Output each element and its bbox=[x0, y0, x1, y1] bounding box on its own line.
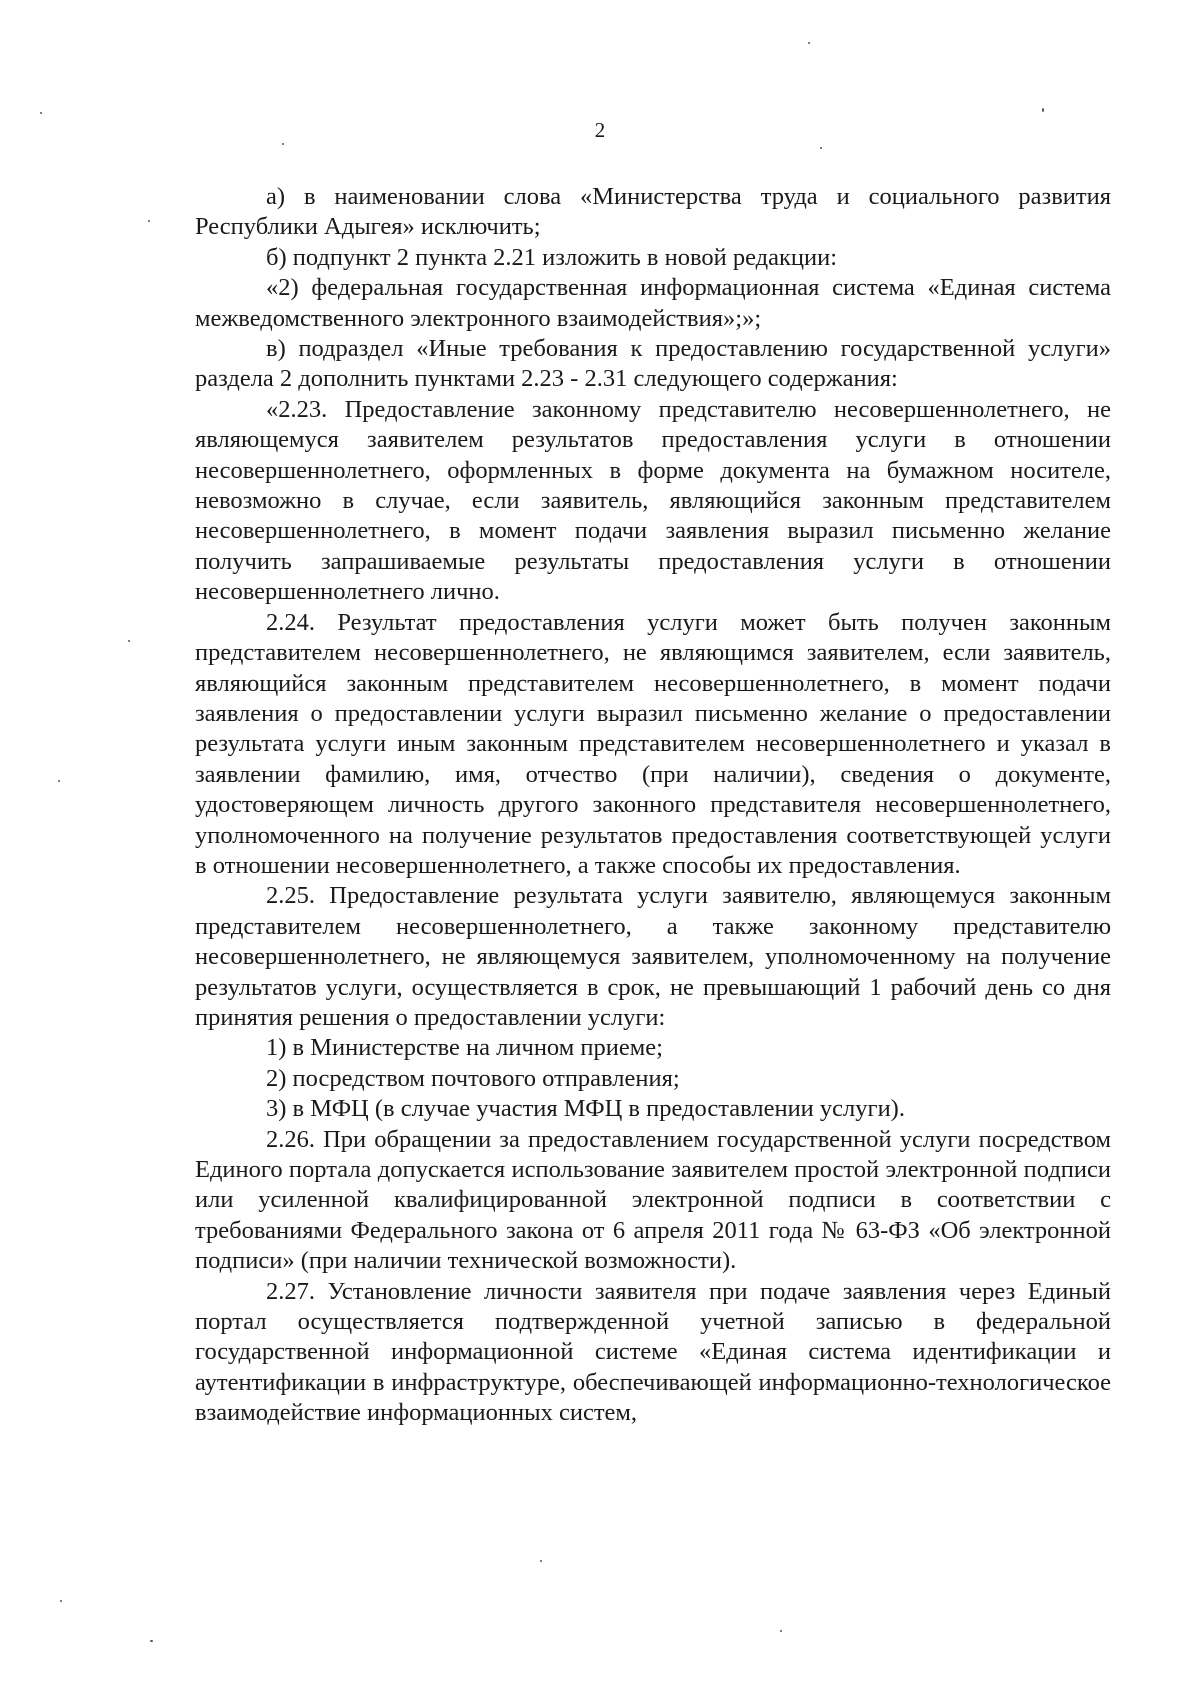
paragraph-v: в) подраздел «Иные требования к предоставлению государственной услуги» раздела 2 дополнить пунктами 2.23 - 2.31 следующего содержания: bbox=[195, 335, 1111, 393]
list-item-2: 2) посредством почтового отправления; bbox=[266, 1064, 680, 1092]
clause-2-24: 2.24. Результат предоставления услуги может быть получен законным представителем несовершеннолетнего, не являющимся заявителем, если заявитель, являющийся законным представителем несовершеннолетнего, в момент подачи заявления о предоставлении услуги выразил письменно желание о предоставлении результата услуги иным законным представителем несовершеннолетнего и указал в заявлении фамилию, имя, отчество (при наличии), сведения о документе, удостоверяющем личность другого законного представителя несовершеннолетнего, уполномоченного на получение результатов предоставления соответствующей услуги в отношении несовершеннолетнего, а также способы их предоставления. bbox=[195, 608, 1111, 879]
document-body bbox=[195, 182, 1111, 1429]
paragraph-b-quote: «2) федеральная государственная информационная система «Единая система межведомственного электронного взаимодействия»;»; bbox=[195, 274, 1111, 332]
clause-2-23: «2.23. Предоставление законному представителю несовершеннолетнего, не являющемуся заявителем результатов предоставления услуги в отношении несовершеннолетнего, оформленных в форме документа на бумажном носителе, невозможно в случае, если заявитель, являющийся законным представителем несовершеннолетнего, в момент подачи заявления выразил письменно желание получить запрашиваемые результаты предоставления услуги в отношении несовершеннолетнего лично. bbox=[195, 395, 1111, 606]
paragraph-b: б) подпункт 2 пункта 2.21 изложить в новой редакции: bbox=[266, 243, 838, 271]
clause-2-27: 2.27. Установление личности заявителя при подаче заявления через Единый портал осуществляется подтвержденной учетной записью в федеральной государственной информационной системе «Единая система идентификации и аутентификации в инфраструктуре, обеспечивающей информационно-технологическое взаимодействие информационных систем, bbox=[195, 1277, 1111, 1427]
list-item-1: 1) в Министерстве на личном приеме; bbox=[266, 1034, 663, 1062]
paragraph-a: а) в наименовании слова «Министерства труда и социального развития Республики Адыгея» исключить; bbox=[195, 183, 1111, 241]
clause-2-25: 2.25. Предоставление результата услуги заявителю, являющемуся законным представителем несовершеннолетнего, а также законному представителю несовершеннолетнего, не являющемуся заявителем, уполномоченному на получение результатов услуги, осуществляется в срок, не превышающий 1 рабочий день со дня принятия решения о предоставлении услуги: bbox=[195, 882, 1111, 1031]
page-number: 2 bbox=[594, 118, 606, 142]
list-item-3: 3) в МФЦ (в случае участия МФЦ в предоставлении услуги). bbox=[266, 1095, 905, 1123]
clause-2-26: 2.26. При обращении за предоставлением государственной услуги посредством Единого портала допускается использование заявителем простой электронной подписи или усиленной квалифицированной электронной подписи в соответствии с требованиями Федерального закона от 6 апреля 2011 года № 63-ФЗ «Об электронной подписи» (при наличии технической возможности). bbox=[195, 1125, 1111, 1275]
